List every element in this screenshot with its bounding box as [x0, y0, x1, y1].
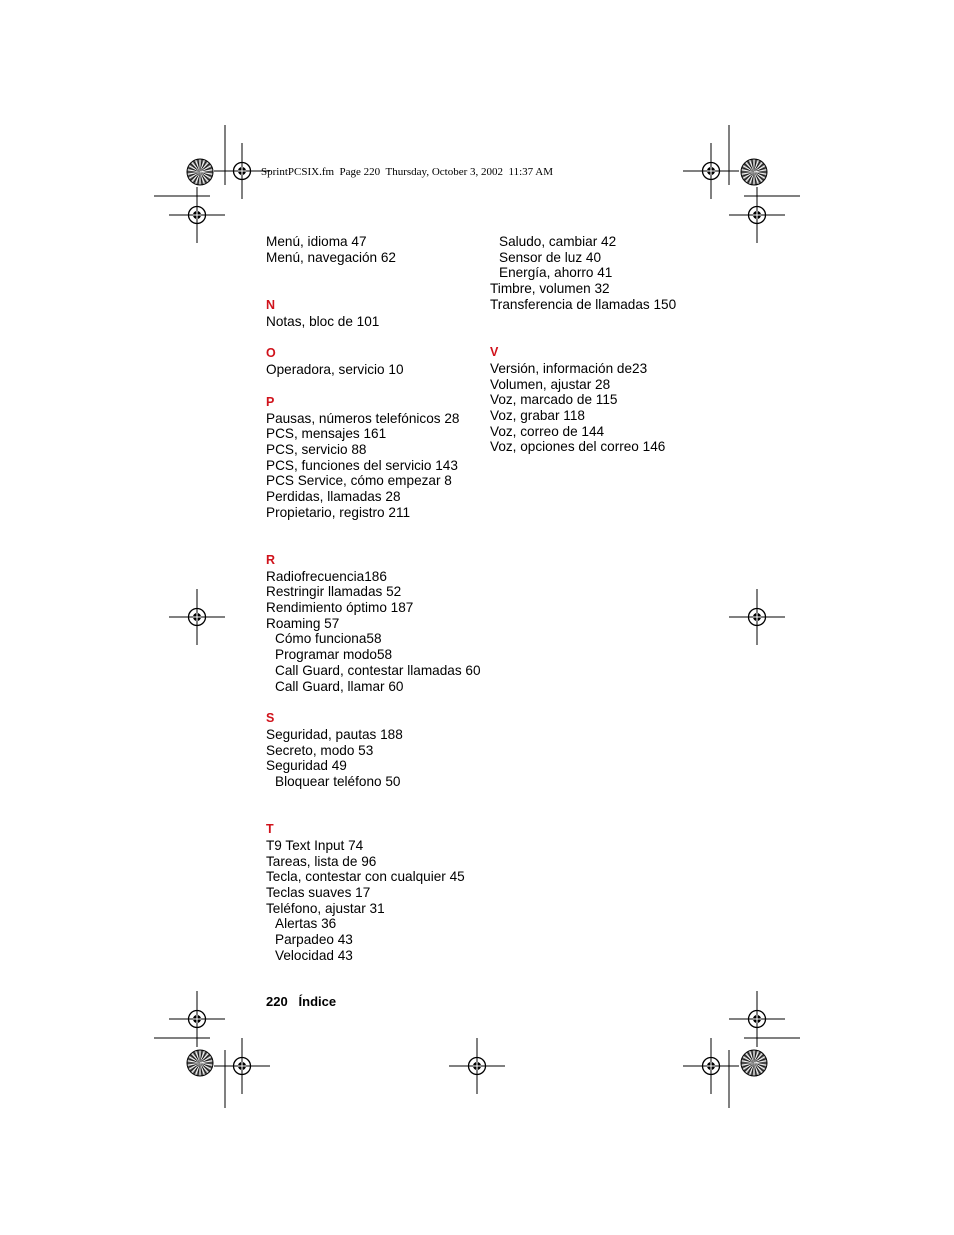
page-number: 220: [266, 994, 288, 1009]
index-subentry: Velocidad 43: [275, 947, 353, 963]
index-entry: Tecla, contestar con cualquier 45: [266, 869, 465, 885]
index-entry: Seguridad, pautas 188: [266, 726, 403, 742]
index-entry: Voz, correo de 144: [490, 423, 605, 439]
index-entry: Voz, grabar 118: [490, 407, 585, 423]
index-entry: Teléfono, ajustar 31: [266, 900, 385, 916]
index-subentry: Bloquear teléfono 50: [275, 773, 401, 789]
index-entry: Volumen, ajustar 28: [490, 376, 611, 392]
index-entry: Perdidas, llamadas 28: [266, 488, 401, 504]
index-subentry: Energía, ahorro 41: [499, 265, 613, 281]
index-entry: Timbre, volumen 32: [490, 281, 610, 297]
index-column-left: [266, 234, 481, 964]
index-entry: Versión, información de23: [490, 360, 648, 376]
registration-mark: [683, 143, 739, 199]
starburst-target: [187, 159, 213, 185]
registration-mark: [729, 589, 785, 645]
registration-mark: [449, 1038, 505, 1094]
index-entry: Rendimiento óptimo 187: [266, 600, 414, 616]
starburst-target: [741, 1050, 767, 1076]
index-column-right: [490, 234, 710, 455]
registration-mark: [729, 991, 785, 1047]
starburst-target: [187, 1050, 213, 1076]
index-subentry: Call Guard, llamar 60: [275, 678, 404, 694]
index-entry: Teclas suaves 17: [266, 885, 371, 901]
section-title: Índice: [298, 994, 337, 1009]
section-letter-s: S: [266, 710, 275, 725]
index-entry: Restringir llamadas 52: [266, 584, 402, 600]
section-letter-p: P: [266, 394, 275, 409]
registration-mark: [169, 991, 225, 1047]
index-entry: Notas, bloc de 101: [266, 313, 380, 329]
index-subentry: Call Guard, contestar llamadas 60: [275, 662, 481, 678]
registration-mark: [729, 187, 785, 243]
index-entry: Menú, navegación 62: [266, 249, 396, 265]
section-letter-t: T: [266, 822, 274, 837]
index-entry: PCS, funciones del servicio 143: [266, 457, 458, 473]
starburst-target: [741, 159, 767, 185]
registration-mark: [214, 1038, 270, 1094]
index-entry: Secreto, modo 53: [266, 742, 374, 758]
index-entry: Transferencia de llamadas 150: [490, 296, 677, 312]
index-entry: PCS, mensajes 161: [266, 426, 387, 442]
index-entry: Voz, opciones del correo 146: [490, 439, 666, 455]
index-entry: Roaming 57: [266, 615, 340, 631]
section-letter-n: N: [266, 297, 276, 312]
index-subentry: Programar modo58: [275, 647, 393, 663]
index-subentry: Alertas 36: [275, 916, 337, 932]
index-entry: Seguridad 49: [266, 758, 347, 774]
index-subentry: Sensor de luz 40: [499, 249, 602, 265]
index-entry: PCS, servicio 88: [266, 441, 367, 457]
page-footer: [266, 994, 336, 1009]
file-header: [261, 166, 553, 178]
index-entry: Propietario, registro 211: [266, 504, 411, 520]
index-entry: Tareas, lista de 96: [266, 853, 377, 869]
index-subentry: Parpadeo 43: [275, 932, 353, 948]
index-entry: Menú, idioma 47: [266, 234, 367, 249]
header-page: Page 220: [339, 166, 381, 178]
registration-mark: [169, 187, 225, 243]
registration-mark: [683, 1038, 739, 1094]
index-entry: Pausas, números telefónicos 28: [266, 410, 460, 426]
index-entry: T9 Text Input 74: [266, 838, 364, 854]
header-timestamp: Thursday, October 3, 2002 11:37 AM: [385, 166, 554, 178]
section-letter-v: V: [490, 344, 499, 359]
index-subentry: Saludo, cambiar 42: [499, 234, 617, 249]
registration-mark: [169, 589, 225, 645]
index-entry: Radiofrecuencia186: [266, 568, 387, 584]
index-entry: PCS Service, cómo empezar 8: [266, 473, 452, 489]
index-subentry: Cómo funciona58: [275, 631, 382, 647]
header-file: SprintPCSIX.fm: [261, 166, 335, 178]
section-letter-o: O: [266, 346, 276, 361]
index-entry: Operadora, servicio 10: [266, 362, 404, 378]
index-entry: Voz, marcado de 115: [490, 392, 618, 408]
section-letter-r: R: [266, 552, 276, 567]
